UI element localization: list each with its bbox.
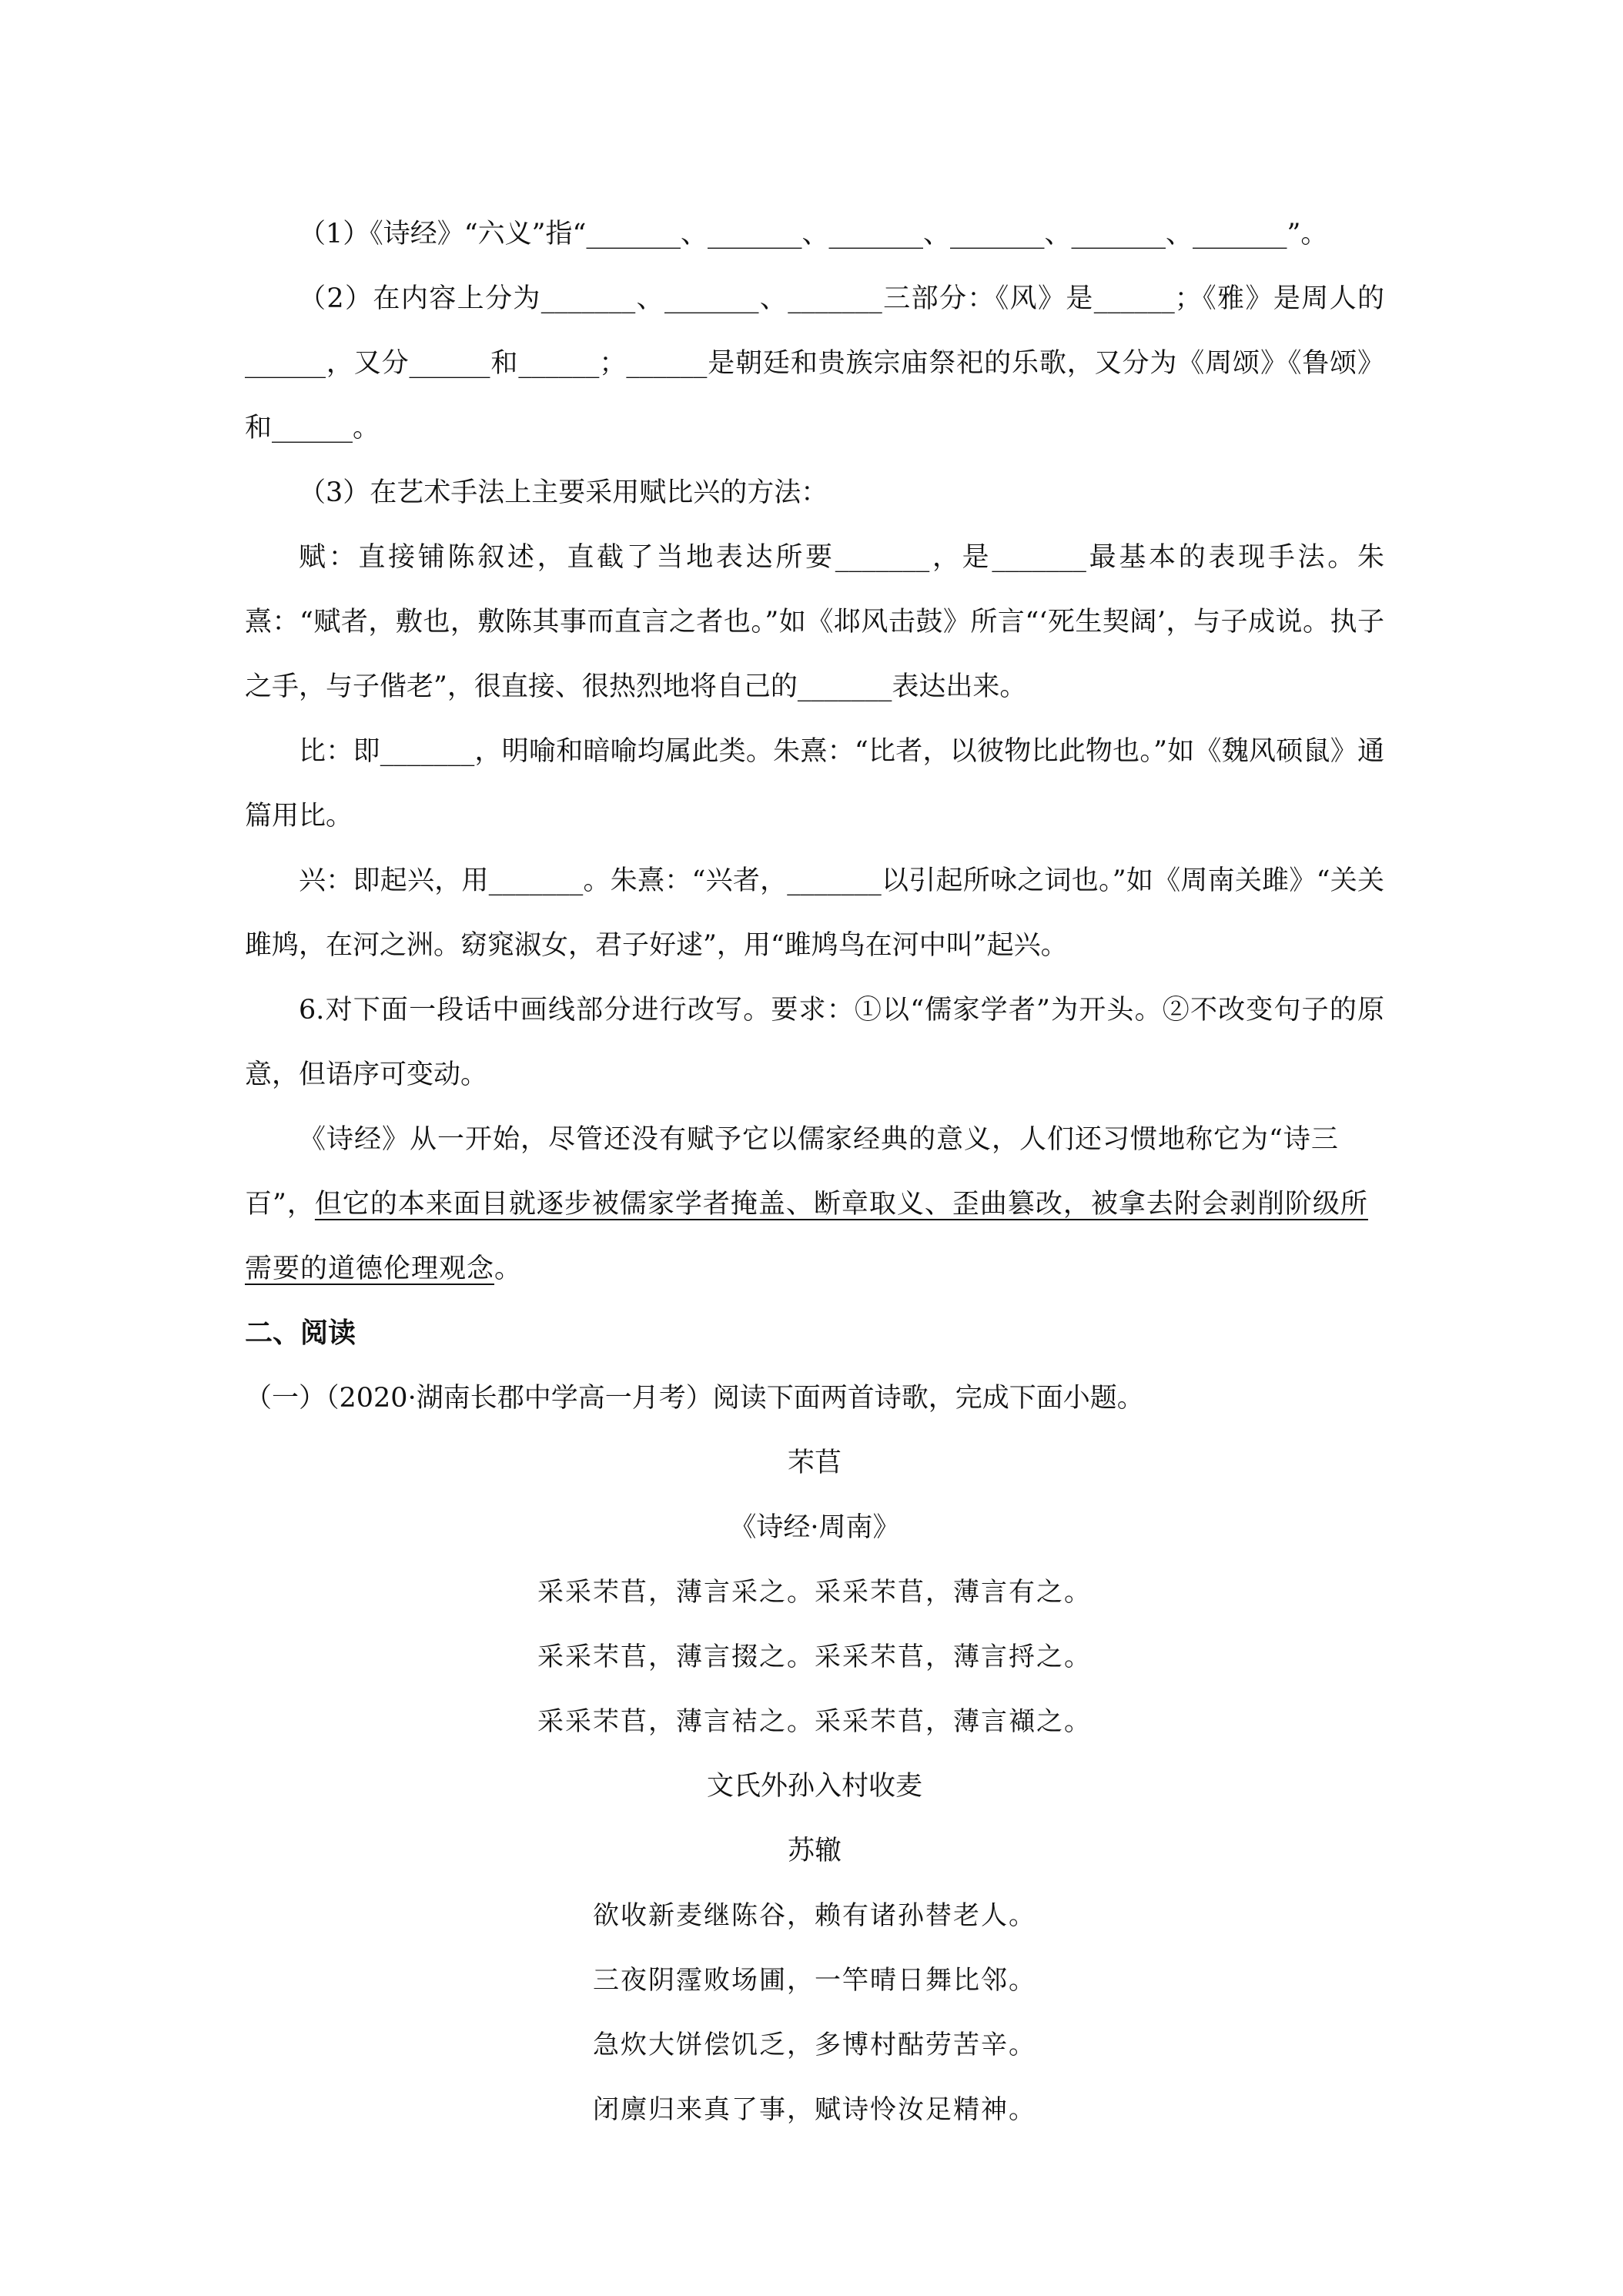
poem2-line: 三夜阴霪败场圃，一竿晴日舞比邻。 <box>593 1965 1036 1996</box>
q5-xing-paragraph: 兴：即起兴，用_______。朱熹：“兴者，_______以引起所咏之词也。”如《周南关雎》“关关雎鸠，在河之洲。窈窕淑女，君子好逑”，用“雎鸠鸟在河中叫”起兴。 <box>245 865 1384 961</box>
poem1-line: 采采芣苢，薄言袺之。采采芣苢，薄言襭之。 <box>537 1706 1092 1737</box>
q6-passage-end: 。 <box>494 1253 523 1284</box>
poem1-title: 芣苢 <box>787 1448 842 1478</box>
q5-fu-paragraph: 赋：直接铺陈叙述，直截了当地表达所要_______，是_______最基本的表现手法。朱熹：“赋者，敷也，敷陈其事而直言之者也。”如《邶风击鼓》所言“‘死生契阔’，与子成说。执子之手，与子偕老”，很直接、很热烈地将自己的_______表达出来。 <box>245 542 1384 702</box>
section-heading: 二、阅读 <box>245 1317 356 1349</box>
q6-passage-underlined: 但它的本来面目就逐步被儒家学者掩盖、断章取义、歪曲篡改，被拿去附会剥削阶级所需要的道德伦理观念 <box>245 1189 1368 1284</box>
q6-prompt: 6.对下面一段话中画线部分进行改写。要求：①以“儒家学者”为开头。②不改变句子的原意，但语序可变动。 <box>245 995 1384 1090</box>
poem2-title: 文氏外孙入村收麦 <box>706 1771 922 1802</box>
poem2-line: 急炊大饼偿饥乏，多博村酤劳苦辛。 <box>593 2030 1036 2060</box>
q6-passage-plain: 《诗经》从一开始，尽管还没有赋予它以儒家经典的意义，人们还习惯地称它为“诗三百”， <box>245 1124 1339 1220</box>
section-intro: （一）（2020·湖南长郡中学高一月考）阅读下面两首诗歌，完成下面小题。 <box>245 1383 1144 1414</box>
poem1-line: 采采芣苢，薄言采之。采采芣苢，薄言有之。 <box>537 1577 1092 1608</box>
q5-part3: （3）在艺术手法上主要采用赋比兴的方法： <box>299 477 828 508</box>
poem1-source: 《诗经·周南》 <box>729 1512 900 1543</box>
poem1-line: 采采芣苢，薄言掇之。采采芣苢，薄言捋之。 <box>537 1642 1092 1672</box>
q5-bi-paragraph: 比：即_______，明喻和暗喻均属此类。朱熹：“比者，以彼物比此物也。”如《魏风硕鼠》通篇用比。 <box>245 736 1384 832</box>
poem2-line: 闭廪归来真了事，赋诗怜汝足精神。 <box>593 2094 1036 2125</box>
q6-passage <box>245 1107 1384 1301</box>
q5-part2: （2）在内容上分为_______、_______、_______三部分：《风》是______；《雅》是周人的______，又分______和______；______是朝廷和贵族宗庙祭祀的乐歌，又分为《周颂》《鲁颂》和______。 <box>245 283 1384 443</box>
document-page <box>245 202 1384 2142</box>
poem2-line: 欲收新麦继陈谷，赖有诸孙替老人。 <box>593 1900 1036 1931</box>
q5-part1: （1）《诗经》“六义”指“_______、_______、_______、_______、_______、_______”。 <box>299 219 1328 249</box>
poem2-author: 苏辙 <box>787 1836 842 1866</box>
